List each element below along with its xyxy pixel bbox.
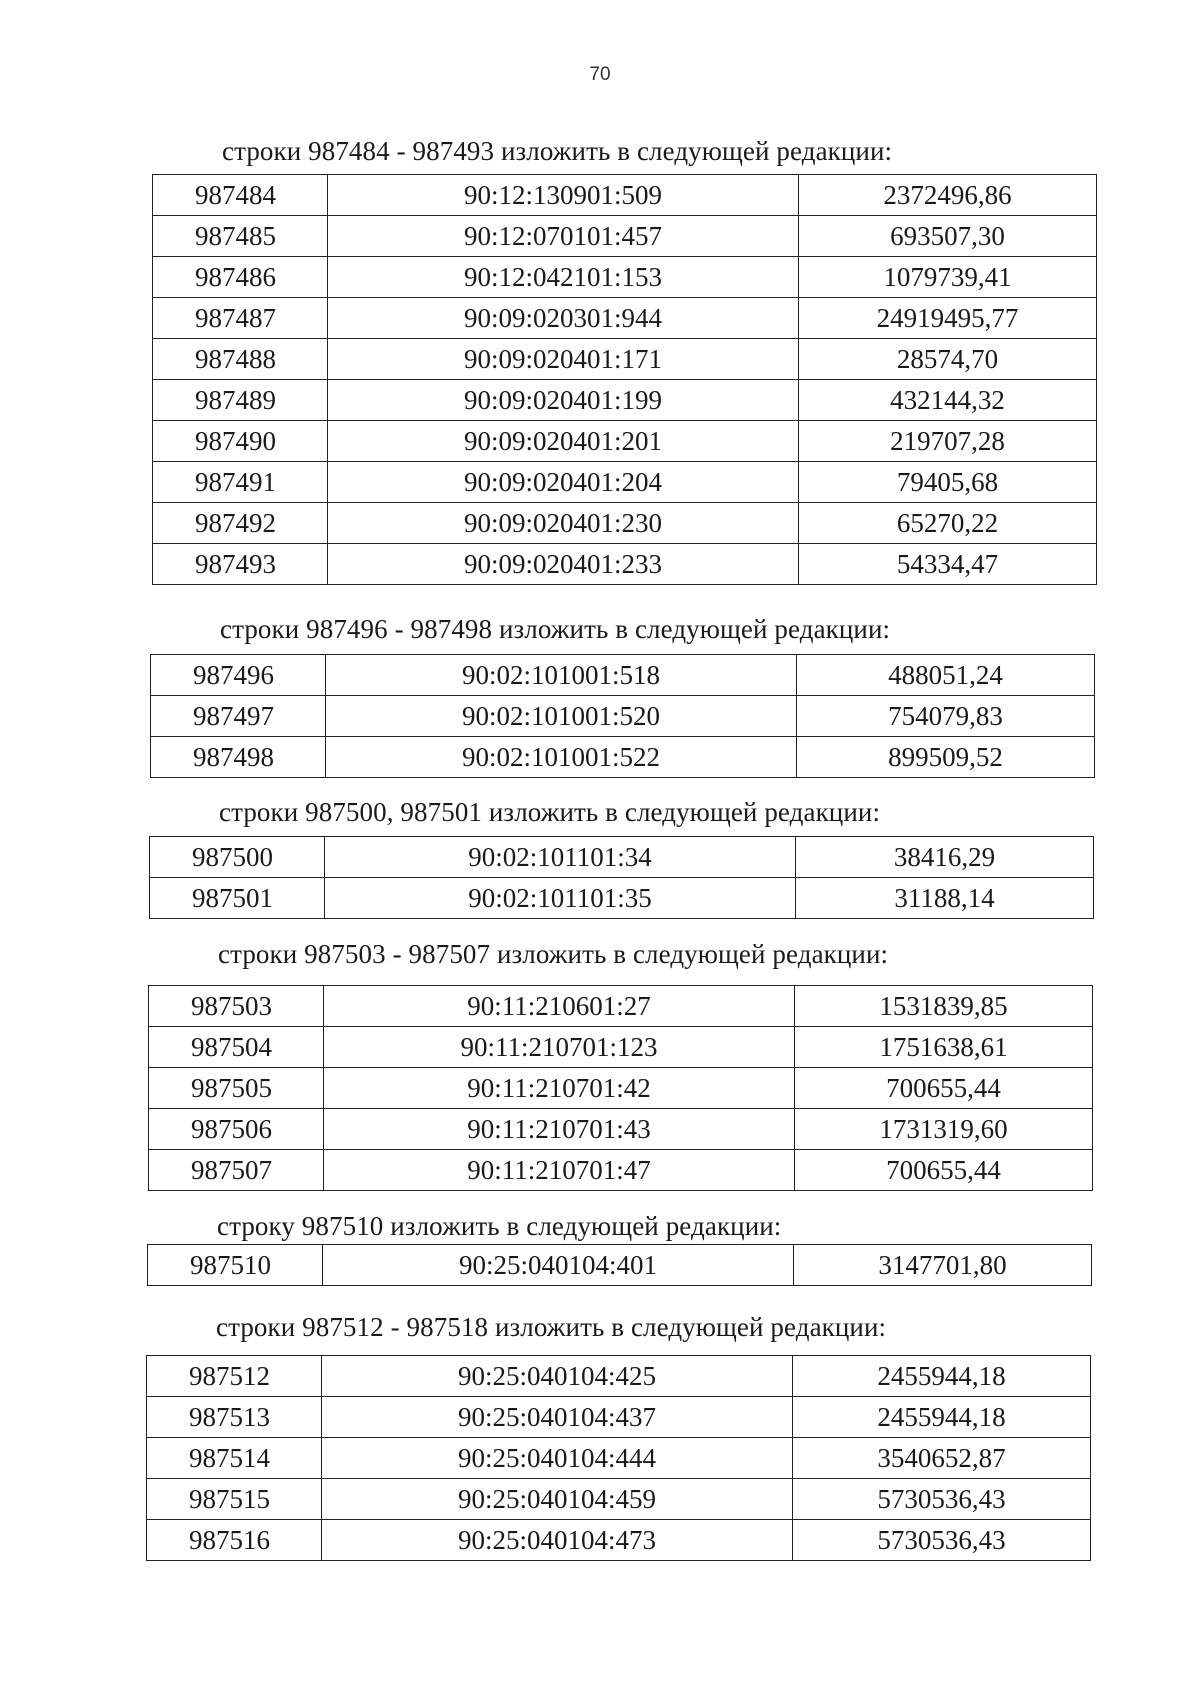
row-number-cell: 987507 [149,1150,324,1191]
row-number-cell: 987510 [148,1245,323,1286]
value-cell: 700655,44 [795,1068,1093,1109]
value-cell: 432144,32 [799,380,1097,421]
row-number-cell: 987491 [153,462,328,503]
table-row [153,339,1097,380]
value-cell: 693507,30 [799,216,1097,257]
row-number-cell: 987515 [147,1479,322,1520]
row-number-cell: 987492 [153,503,328,544]
table-row [153,380,1097,421]
cadastral-number-cell: 90:11:210701:42 [324,1068,795,1109]
table-row [147,1356,1091,1397]
cadastral-number-cell: 90:12:070101:457 [328,216,799,257]
cadastral-number-cell: 90:25:040104:459 [322,1479,793,1520]
table-row [149,1150,1093,1191]
value-cell: 899509,52 [797,737,1095,778]
row-number-cell: 987485 [153,216,328,257]
value-cell: 2455944,18 [793,1397,1091,1438]
section-heading: строки 987500, 987501 изложить в следующей редакции: [219,797,881,827]
cadastral-number-cell: 90:12:130901:509 [328,175,799,216]
cadastral-number-cell: 90:09:020301:944 [328,298,799,339]
table-row [147,1438,1091,1479]
row-number-cell: 987486 [153,257,328,298]
cadastral-number-cell: 90:02:101101:35 [325,878,796,919]
value-cell: 2372496,86 [799,175,1097,216]
table-row [151,696,1095,737]
row-number-cell: 987512 [147,1356,322,1397]
value-cell: 219707,28 [799,421,1097,462]
row-number-cell: 987501 [150,878,325,919]
cadastral-number-cell: 90:11:210701:123 [324,1027,795,1068]
value-cell: 1531839,85 [795,986,1093,1027]
table-row [147,1520,1091,1561]
row-number-cell: 987514 [147,1438,322,1479]
section-heading: строку 987510 изложить в следующей редакции: [217,1211,782,1241]
row-number-cell: 987516 [147,1520,322,1561]
value-cell: 754079,83 [797,696,1095,737]
row-number-cell: 987498 [151,737,326,778]
table-row [151,655,1095,696]
page-number: 70 [589,64,611,85]
value-cell: 24919495,77 [799,298,1097,339]
value-cell: 54334,47 [799,544,1097,585]
amendment-table [150,654,1095,778]
row-number-cell: 987496 [151,655,326,696]
table-row [147,1397,1091,1438]
table-row [153,298,1097,339]
cadastral-number-cell: 90:09:020401:171 [328,339,799,380]
table-row [153,503,1097,544]
value-cell: 28574,70 [799,339,1097,380]
cadastral-number-cell: 90:02:101001:520 [326,696,797,737]
cadastral-number-cell: 90:09:020401:201 [328,421,799,462]
cadastral-number-cell: 90:25:040104:401 [323,1245,794,1286]
table-row [153,462,1097,503]
row-number-cell: 987505 [149,1068,324,1109]
cadastral-number-cell: 90:25:040104:437 [322,1397,793,1438]
section-heading: строки 987484 - 987493 изложить в следующей редакции: [222,136,893,166]
value-cell: 488051,24 [797,655,1095,696]
cadastral-number-cell: 90:11:210601:27 [324,986,795,1027]
cadastral-number-cell: 90:25:040104:425 [322,1356,793,1397]
cadastral-number-cell: 90:09:020401:204 [328,462,799,503]
row-number-cell: 987484 [153,175,328,216]
value-cell: 79405,68 [799,462,1097,503]
table-row [153,544,1097,585]
cadastral-number-cell: 90:09:020401:199 [328,380,799,421]
amendment-table [146,1355,1091,1561]
value-cell: 1731319,60 [795,1109,1093,1150]
table-row [147,1479,1091,1520]
row-number-cell: 987497 [151,696,326,737]
cadastral-number-cell: 90:25:040104:473 [322,1520,793,1561]
table-row [149,1068,1093,1109]
row-number-cell: 987506 [149,1109,324,1150]
value-cell: 2455944,18 [793,1356,1091,1397]
amendment-table [148,985,1093,1191]
cadastral-number-cell: 90:02:101101:34 [325,837,796,878]
row-number-cell: 987504 [149,1027,324,1068]
cadastral-number-cell: 90:12:042101:153 [328,257,799,298]
table-row [153,257,1097,298]
value-cell: 5730536,43 [793,1520,1091,1561]
amendment-table [152,174,1097,585]
table-row [153,421,1097,462]
cadastral-number-cell: 90:09:020401:230 [328,503,799,544]
cadastral-number-cell: 90:09:020401:233 [328,544,799,585]
row-number-cell: 987489 [153,380,328,421]
table-row [149,1027,1093,1068]
value-cell: 1751638,61 [795,1027,1093,1068]
value-cell: 31188,14 [796,878,1094,919]
row-number-cell: 987493 [153,544,328,585]
cadastral-number-cell: 90:11:210701:47 [324,1150,795,1191]
table-row [150,837,1094,878]
amendment-table [147,1244,1092,1286]
row-number-cell: 987488 [153,339,328,380]
row-number-cell: 987513 [147,1397,322,1438]
table-row [153,216,1097,257]
amendment-table [149,836,1094,919]
value-cell: 700655,44 [795,1150,1093,1191]
table-row [148,1245,1092,1286]
cadastral-number-cell: 90:25:040104:444 [322,1438,793,1479]
value-cell: 1079739,41 [799,257,1097,298]
table-row [153,175,1097,216]
cadastral-number-cell: 90:11:210701:43 [324,1109,795,1150]
row-number-cell: 987500 [150,837,325,878]
table-row [151,737,1095,778]
row-number-cell: 987487 [153,298,328,339]
section-heading: строки 987503 - 987507 изложить в следующей редакции: [218,939,889,969]
row-number-cell: 987503 [149,986,324,1027]
value-cell: 38416,29 [796,837,1094,878]
section-heading: строки 987496 - 987498 изложить в следующей редакции: [220,614,891,644]
cadastral-number-cell: 90:02:101001:518 [326,655,797,696]
table-row [149,986,1093,1027]
row-number-cell: 987490 [153,421,328,462]
cadastral-number-cell: 90:02:101001:522 [326,737,797,778]
section-heading: строки 987512 - 987518 изложить в следующей редакции: [216,1312,887,1342]
value-cell: 3540652,87 [793,1438,1091,1479]
table-row [150,878,1094,919]
value-cell: 65270,22 [799,503,1097,544]
value-cell: 5730536,43 [793,1479,1091,1520]
table-row [149,1109,1093,1150]
value-cell: 3147701,80 [794,1245,1092,1286]
